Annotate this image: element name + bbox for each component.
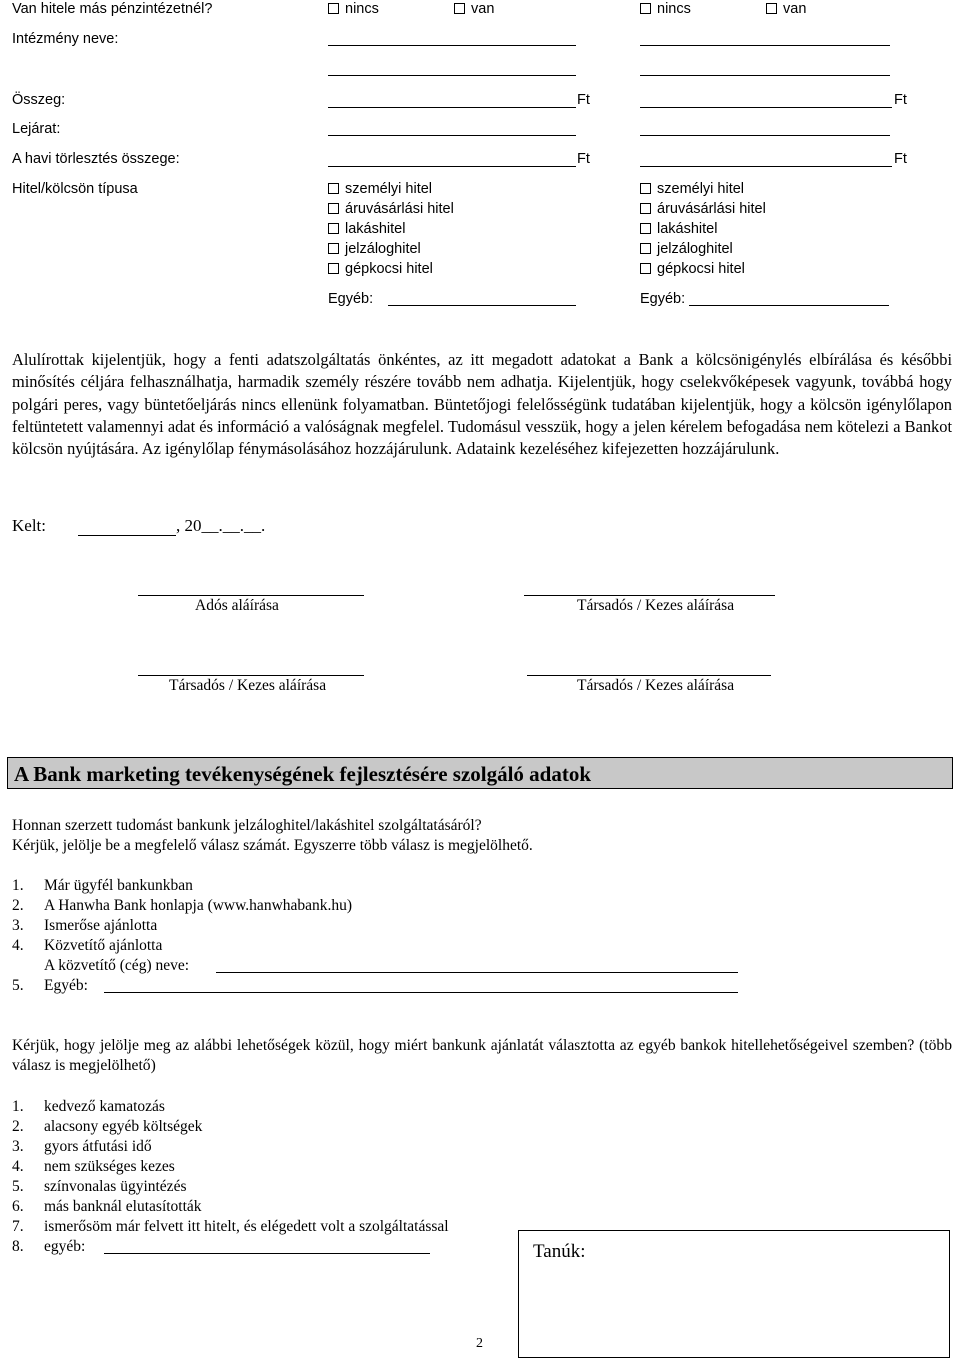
- q1-option-5[interactable]: 5. Egyéb:: [12, 977, 88, 994]
- broker-name-field[interactable]: [216, 972, 738, 973]
- col1-option-yes[interactable]: van: [454, 0, 494, 18]
- amount-field-1[interactable]: [328, 107, 576, 108]
- checkbox-icon[interactable]: [640, 263, 651, 274]
- kelt-label: Kelt:: [12, 516, 46, 535]
- amount-label: Összeg:: [12, 92, 66, 108]
- signature-line-codebtor-1[interactable]: [524, 595, 775, 596]
- checkbox-icon[interactable]: [640, 243, 651, 254]
- amount-field-2[interactable]: [640, 107, 892, 108]
- other-field-2[interactable]: [689, 305, 889, 306]
- q2-option-3[interactable]: 3. gyors átfutási idő: [12, 1138, 152, 1155]
- checkbox-icon[interactable]: [328, 203, 339, 214]
- question-1-line-2: Kérjük, jelölje be a megfelelő válasz számát. Egyszerre több válasz is megjelölhető.: [12, 837, 533, 854]
- currency-label: Ft: [894, 151, 907, 167]
- other-field-1[interactable]: [388, 305, 576, 306]
- maturity-label: Lejárat:: [12, 121, 61, 137]
- col1-option-none[interactable]: nincs: [328, 0, 379, 18]
- loan-type-consumer-2[interactable]: áruvásárlási hitel: [640, 200, 766, 218]
- maturity-field-1[interactable]: [328, 135, 576, 136]
- currency-label: Ft: [577, 92, 590, 108]
- institution-field-2b[interactable]: [640, 75, 890, 76]
- checkbox-icon[interactable]: [766, 3, 777, 14]
- other-label-1: Egyéb:: [328, 291, 374, 307]
- loan-type-car-2[interactable]: gépkocsi hitel: [640, 260, 745, 278]
- q1-other-field[interactable]: [104, 992, 738, 993]
- checkbox-icon[interactable]: [328, 3, 339, 14]
- checkbox-icon[interactable]: [640, 3, 651, 14]
- monthly-label: A havi törlesztés összege:: [12, 151, 180, 167]
- signature-label-codebtor-2: Társadós / Kezes aláírása: [169, 677, 327, 694]
- question-2: Kérjük, hogy jelölje meg az alábbi lehetőségek közül, hogy miért bankunk ajánlatát választotta az egyéb bankok hitellehetőségeivel szemben? (több válasz is megjelölhető): [12, 1037, 952, 1074]
- loan-type-personal-2[interactable]: személyi hitel: [640, 180, 744, 198]
- other-label-2: Egyéb:: [640, 291, 686, 307]
- loan-type-home-2[interactable]: lakáshitel: [640, 220, 717, 238]
- checkbox-icon[interactable]: [640, 223, 651, 234]
- q2-option-2[interactable]: 2. alacsony egyéb költségek: [12, 1118, 203, 1135]
- q1-option-2[interactable]: 2. A Hanwha Bank honlapja (www.hanwhabank.hu): [12, 897, 353, 914]
- institution-field-1b[interactable]: [328, 75, 576, 76]
- loan-type-label: Hitel/kölcsön típusa: [12, 181, 138, 197]
- checkbox-icon[interactable]: [640, 183, 651, 194]
- checkbox-icon[interactable]: [640, 203, 651, 214]
- signature-label-codebtor-1: Társadós / Kezes aláírása: [577, 597, 735, 614]
- institution-field-2[interactable]: [640, 45, 890, 46]
- loan-type-car-1[interactable]: gépkocsi hitel: [328, 260, 433, 278]
- q1-option-3[interactable]: 3. Ismerőse ajánlotta: [12, 917, 158, 934]
- col2-option-none[interactable]: nincs: [640, 0, 691, 18]
- q2-option-6[interactable]: 6. más banknál elutasították: [12, 1198, 202, 1215]
- kelt-date: , 20__.__.__.: [176, 516, 266, 535]
- q2-option-4[interactable]: 4. nem szükséges kezes: [12, 1158, 175, 1175]
- checkbox-icon[interactable]: [454, 3, 465, 14]
- kelt-place-field[interactable]: [78, 535, 176, 536]
- q1-option-1[interactable]: 1. Már ügyfél bankunkban: [12, 877, 193, 894]
- maturity-field-2[interactable]: [640, 135, 890, 136]
- currency-label: Ft: [577, 151, 590, 167]
- q2-option-7[interactable]: 7. ismerősöm már felvett itt hitelt, és elégedett volt a szolgáltatással: [12, 1218, 449, 1235]
- declaration-text: Alulírottak kijelentjük, hogy a fenti adatszolgáltatás önkéntes, az itt megadott adatokat a Bank a kölcsönigénylés elbírálása és későbbi minősítés céljára felhasználhatja, harmadik személy részére tovább nem adhatja. Kijelentjük, hogy cselekvőképesek vagyunk, továbbá hogy polgári peres, vagy büntetőeljárás nincs ellenünk folyamatban. Büntetőjogi felelősségünk tudatában kijelentjük, hogy a kölcsön igénylőlapon feltüntetett valamennyi adat és információ a valóságnak megfelel. Tudomásul vesszük, hogy a jelen kérelem befogadása nem kötelezi a Bankot kölcsön nyújtására. Az igénylőlap fénymásolásához hozzájárulunk. Adataink kezeléséhez kifejezetten hozzájárulunk.: [12, 350, 952, 459]
- loan-type-personal-1[interactable]: személyi hitel: [328, 180, 432, 198]
- col2-option-yes[interactable]: van: [766, 0, 806, 18]
- institution-label: Intézmény neve:: [12, 31, 119, 47]
- signature-line-codebtor-2[interactable]: [138, 675, 364, 676]
- q2-option-5[interactable]: 5. színvonalas ügyintézés: [12, 1178, 187, 1195]
- checkbox-icon[interactable]: [328, 263, 339, 274]
- monthly-field-2[interactable]: [640, 166, 892, 167]
- question-other-loans: Van hitele más pénzintézetnél?: [12, 1, 213, 17]
- q2-other-field[interactable]: [104, 1253, 430, 1254]
- q2-option-8[interactable]: 8. egyéb:: [12, 1238, 86, 1255]
- signature-line-codebtor-3[interactable]: [527, 675, 771, 676]
- loan-type-mortgage-2[interactable]: jelzáloghitel: [640, 240, 733, 258]
- page-number: 2: [476, 1336, 483, 1351]
- signature-label-debtor: Adós aláírása: [195, 597, 279, 614]
- signature-line-debtor[interactable]: [138, 595, 364, 596]
- marketing-heading-box: [7, 757, 953, 789]
- loan-type-consumer-1[interactable]: áruvásárlási hitel: [328, 200, 454, 218]
- checkbox-icon[interactable]: [328, 243, 339, 254]
- q2-option-1[interactable]: 1. kedvező kamatozás: [12, 1098, 165, 1115]
- loan-type-home-1[interactable]: lakáshitel: [328, 220, 405, 238]
- currency-label: Ft: [894, 92, 907, 108]
- checkbox-icon[interactable]: [328, 223, 339, 234]
- marketing-heading: A Bank marketing tevékenységének fejlesztésére szolgáló adatok: [14, 762, 592, 786]
- monthly-field-1[interactable]: [328, 166, 576, 167]
- broker-name-label: A közvetítő (cég) neve:: [44, 957, 190, 974]
- signature-label-codebtor-3: Társadós / Kezes aláírása: [577, 677, 735, 694]
- institution-field-1[interactable]: [328, 45, 576, 46]
- witness-box[interactable]: [518, 1230, 950, 1358]
- q1-option-4[interactable]: 4. Közvetítő ajánlotta: [12, 937, 163, 954]
- loan-type-mortgage-1[interactable]: jelzáloghitel: [328, 240, 421, 258]
- question-1-line-1: Honnan szerzett tudomást bankunk jelzáloghitel/lakáshitel szolgáltatásáról?: [12, 817, 482, 834]
- checkbox-icon[interactable]: [328, 183, 339, 194]
- witness-label: Tanúk:: [533, 1241, 586, 1262]
